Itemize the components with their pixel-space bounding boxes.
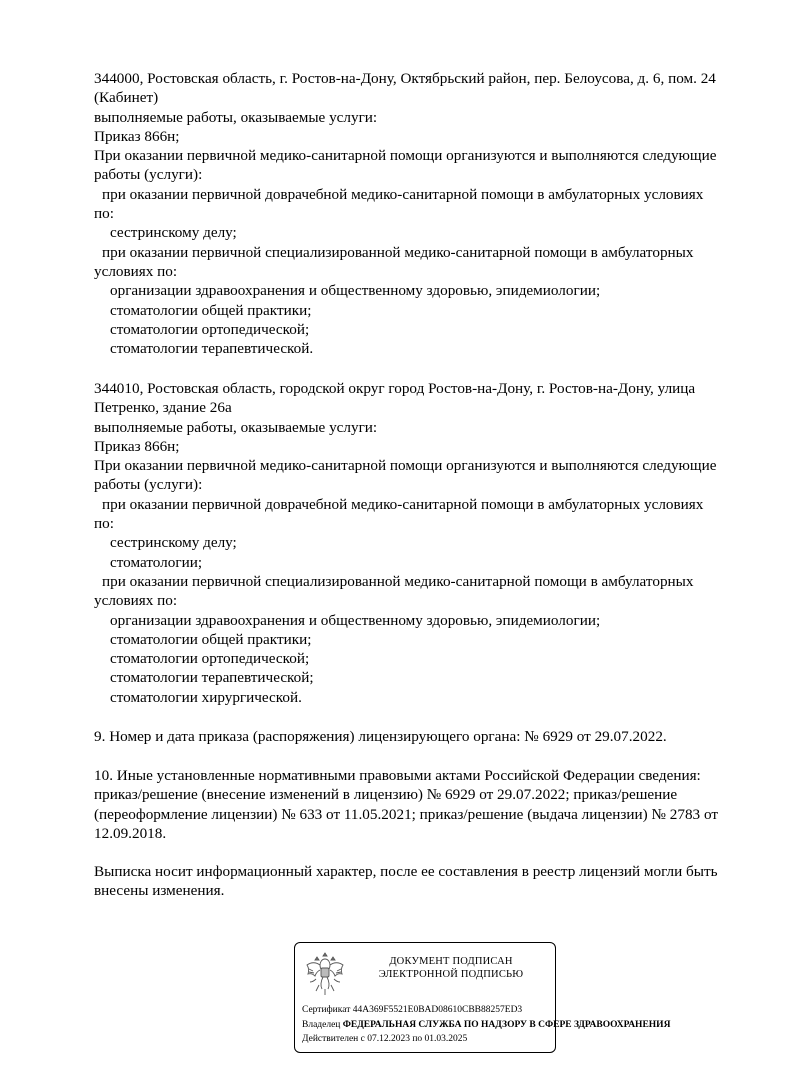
- section-10: [94, 766, 784, 843]
- order-reference: Приказ 866н;: [94, 127, 180, 145]
- address-line: Петренко, здание 26а: [94, 399, 232, 417]
- address-line: 344000, Ростовская область, г. Ростов-на-Дону, Октябрьский район, пер. Белоусова, д. 6, пом. 24: [94, 70, 716, 87]
- list-item-continuation: по:: [94, 205, 114, 223]
- list-subitem: стоматологии хирургической.: [110, 688, 302, 706]
- list-item: при оказании первичной доврачебной медико-санитарной помощи в амбулаторных условиях: [102, 495, 704, 513]
- paragraph-line: 12.09.2018.: [94, 824, 167, 842]
- electronic-signature-stamp: [294, 942, 671, 1053]
- paragraph-line: При оказании первичной медико-санитарной помощи организуются и выполняются следующие: [94, 147, 717, 165]
- paragraph-line: 10. Иные установленные нормативными правовыми актами Российской Федерации сведения:: [94, 767, 701, 784]
- address-line: 344010, Ростовская область, городской округ город Ростов-на-Дону, г. Ростов-на-Дону, улица: [94, 380, 696, 397]
- owner-label: Владелец: [302, 1019, 341, 1030]
- owner-row: [302, 1018, 671, 1033]
- certificate-row: [302, 1003, 572, 1018]
- list-item-continuation: условиях по:: [94, 592, 178, 610]
- address-line: (Кабинет): [94, 89, 159, 107]
- list-subitem: организации здравоохранения и общественному здоровью, эпидемиологии;: [110, 611, 601, 629]
- paragraph-line: При оказании первичной медико-санитарной помощи организуются и выполняются следующие: [94, 457, 717, 475]
- stamp-details: [302, 1003, 671, 1047]
- paragraph-line: приказ/решение (внесение изменений в лицензию) № 6929 от 29.07.2022; приказ/решение: [94, 786, 678, 804]
- paragraph-line: работы (услуги):: [94, 166, 203, 184]
- disclaimer: [94, 862, 784, 901]
- list-subitem: стоматологии;: [110, 553, 203, 571]
- list-subitem: сестринскому делу;: [110, 224, 237, 242]
- list-subitem: стоматологии общей практики;: [110, 630, 312, 648]
- list-subitem: стоматологии терапевтической;: [110, 669, 314, 687]
- certificate-value: 44A369F5521E0BAD08610CBB88257ED3: [352, 1005, 523, 1015]
- section-9: [94, 727, 784, 746]
- stamp-title-line: ЭЛЕКТРОННОЙ ПОДПИСЬЮ: [378, 969, 524, 980]
- coat-of-arms-icon: [303, 949, 347, 997]
- list-item-continuation: по:: [94, 515, 114, 533]
- list-subitem: стоматологии ортопедической;: [110, 320, 310, 338]
- list-item: при оказании первичной специализированной медико-санитарной помощи в амбулаторных: [102, 572, 694, 590]
- paragraph-line: (переоформление лицензии) № 633 от 11.05.2021; приказ/решение (выдача лицензии) № 2783 от: [94, 805, 718, 823]
- order-number-date: 9. Номер и дата приказа (распоряжения) лицензирующего органа: № 6929 от 29.07.2022.: [94, 728, 667, 745]
- list-subitem: стоматологии общей практики;: [110, 301, 312, 319]
- list-item: при оказании первичной доврачебной медико-санитарной помощи в амбулаторных условиях: [102, 185, 704, 203]
- list-subitem: стоматологии терапевтической.: [110, 340, 314, 358]
- services-heading: выполняемые работы, оказываемые услуги:: [94, 418, 378, 436]
- order-reference: Приказ 866н;: [94, 437, 180, 455]
- address-block-2: [94, 379, 784, 707]
- address-block-1: [94, 69, 784, 358]
- stamp-title: [353, 955, 549, 981]
- paragraph-line: внесены изменения.: [94, 882, 225, 900]
- list-subitem: стоматологии ортопедической;: [110, 650, 310, 668]
- list-subitem: организации здравоохранения и общественному здоровью, эпидемиологии;: [110, 282, 601, 300]
- list-item: при оказании первичной специализированной медико-санитарной помощи в амбулаторных: [102, 243, 694, 261]
- list-item-continuation: условиях по:: [94, 262, 178, 280]
- paragraph-line: работы (услуги):: [94, 476, 203, 494]
- certificate-label: Сертификат: [302, 1005, 351, 1015]
- validity-row: Действителен с 07.12.2023 по 01.03.2025: [302, 1034, 468, 1044]
- list-subitem: сестринскому делу;: [110, 534, 237, 552]
- owner-value: ФЕДЕРАЛЬНАЯ СЛУЖБА ПО НАДЗОРУ В СФЕРЕ ЗДРАВООХРАНЕНИЯ: [342, 1019, 671, 1030]
- stamp-title-line: ДОКУМЕНТ ПОДПИСАН: [389, 956, 513, 967]
- paragraph-line: Выписка носит информационный характер, после ее составления в реестр лицензий могли быть: [94, 863, 718, 880]
- services-heading: выполняемые работы, оказываемые услуги:: [94, 108, 378, 126]
